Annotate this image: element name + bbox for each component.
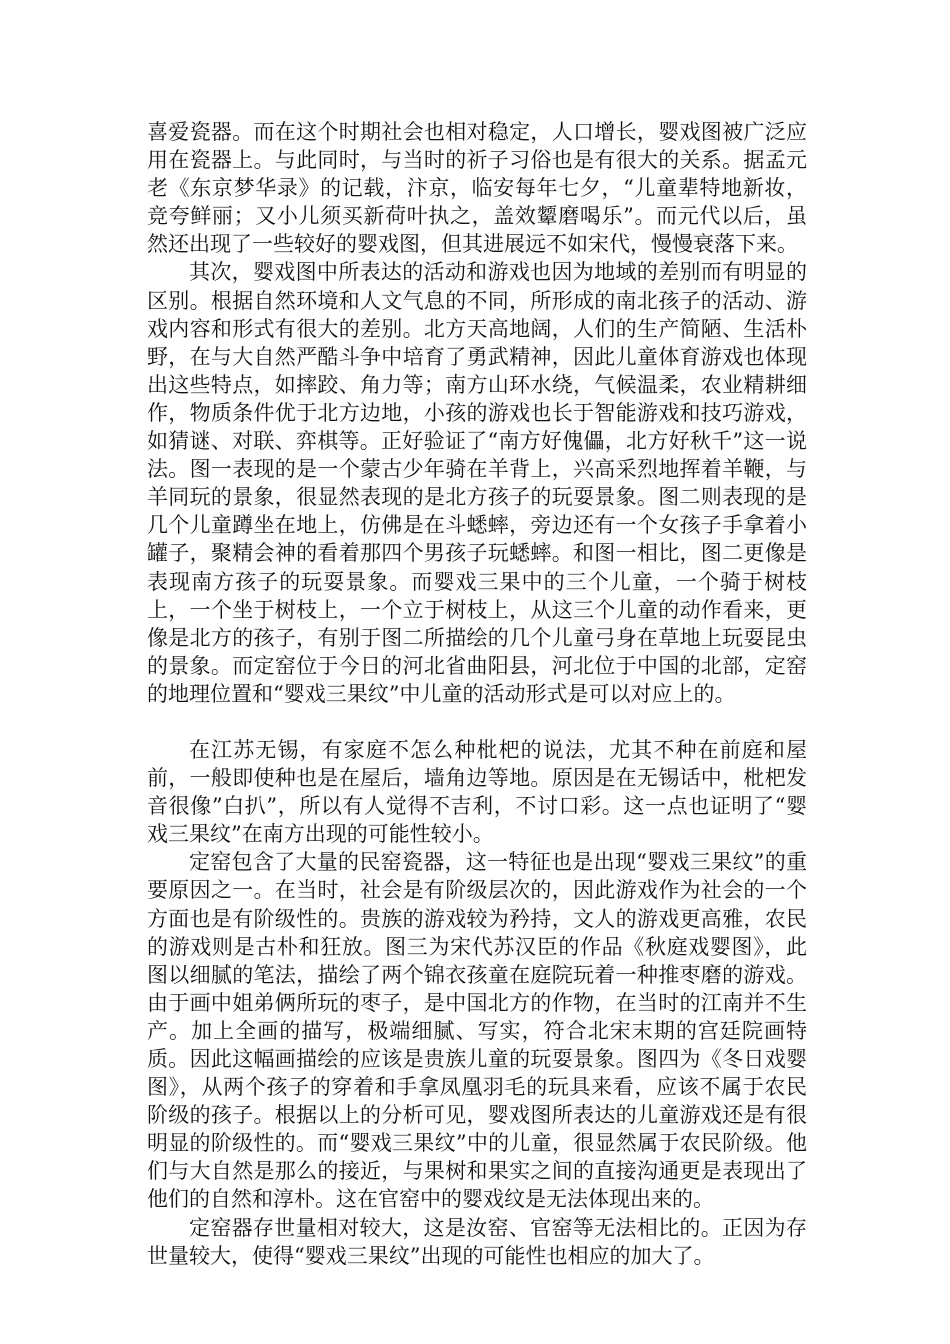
paragraph-1: 喜爱瓷器。而在这个时期社会也相对稳定，人口增长，婴戏图被广泛应用在瓷器上。与此同时，与当时的祈子习俗也是有很大的关系。据孟元老《东京梦华录》的记载，汴京，临安每年七夕，“儿童辈特地新妆，竞夸鲜丽；又小儿须买新荷叶执之，盖效颦磨喝乐”。而元代以后，虽然还出现了一些较好的婴戏图，但其进展远不如宋代，慢慢衰落下来。 xyxy=(147,120,807,257)
document-body xyxy=(147,118,807,1270)
paragraph-2: 其次，婴戏图中所表达的活动和游戏也因为地域的差别而有明显的区别。根据自然环境和人文气息的不同，所形成的南北孩子的活动、游戏内容和形式有很大的差别。北方天高地阔，人们的生产简陋、生活朴野，在与大自然严酷斗争中培育了勇武精神，因此儿童体育游戏也体现出这些特点，如摔跤、角力等；南方山环水绕，气候温柔，农业精耕细作，物质条件优于北方边地，小孩的游戏也长于智能游戏和技巧游戏，如猜谜、对联、弈棋等。正好验证了“南方好傀儡，北方好秋千”这一说法。图一表现的是一个蒙古少年骑在羊背上，兴高采烈地挥着羊鞭，与羊同玩的景象，很显然表现的是北方孩子的玩耍景象。图二则表现的是几个儿童蹲坐在地上，仿佛是在斗蟋蟀，旁边还有一个女孩子手拿着小罐子，聚精会神的看着那四个男孩子玩蟋蟀。和图一相比，图二更像是表现南方孩子的玩耍景象。而婴戏三果中的三个儿童，一个骑于树枝上，一个坐于树枝上，一个立于树枝上，从这三个儿童的动作看来，更像是北方的孩子，有别于图二所描绘的几个儿童弓身在草地上玩耍昆虫的景象。而定窑位于今日的河北省曲阳县，河北位于中国的北部，定窑的地理位置和“婴戏三果纹”中儿童的活动形式是可以对应上的。 xyxy=(147,260,807,706)
paragraph-3: 在江苏无锡，有家庭不怎么种枇杷的说法，尤其不种在前庭和屋前，一般即使种也是在屋后，墙角边等地。原因是在无锡话中，枇杷发音很像”白扒”，所以有人觉得不吉利，不讨口彩。这一点也证明了“婴戏三果纹”在南方出现的可能性较小。 xyxy=(147,737,807,847)
paragraph-gap xyxy=(147,708,807,736)
paragraph-5: 定窑器存世量相对较大，这是汝窑、官窑等无法相比的。正因为存世量较大，使得“婴戏三果纹”出现的可能性也相应的加大了。 xyxy=(147,1215,807,1268)
paragraph-4: 定窑包含了大量的民窑瓷器，这一特征也是出现“婴戏三果纹”的重要原因之一。在当时，社会是有阶级层次的，因此游戏作为社会的一个方面也是有阶级性的。贵族的游戏较为矜持，文人的游戏更高雅，农民的游戏则是古朴和狂放。图三为宋代苏汉臣的作品《秋庭戏婴图》，此图以细腻的笔法，描绘了两个锦衣孩童在庭院玩着一种推枣磨的游戏。由于画中姐弟俩所玩的枣子，是中国北方的作物，在当时的江南并不生产。加上全画的描写，极端细腻、写实，符合北宋末期的宫廷院画特质。因此这幅画描绘的应该是贵族儿童的玩耍景象。图四为《冬日戏婴图》，从两个孩子的穿着和手拿凤凰羽毛的玩具来看，应该不属于农民阶级的孩子。根据以上的分析可见，婴戏图所表达的儿童游戏还是有很明显的阶级性的。而“婴戏三果纹”中的儿童，很显然属于农民阶级。他们与大自然是那么的接近，与果树和果实之间的直接沟通更是表现出了他们的自然和淳朴。这在官窑中的婴戏纹是无法体现出来的。 xyxy=(147,850,807,1212)
